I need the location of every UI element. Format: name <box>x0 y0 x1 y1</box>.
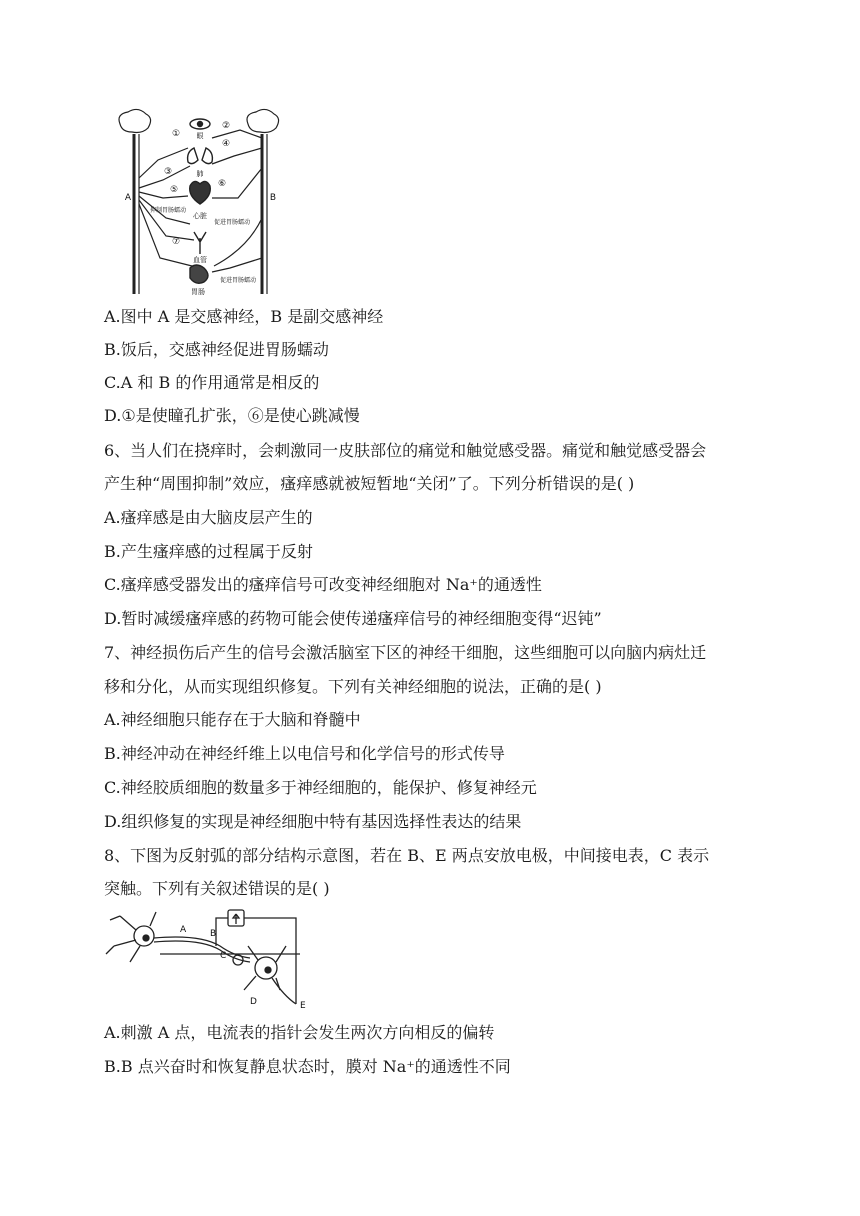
reflex-arc-diagram <box>100 906 330 1010</box>
point-e-label: E <box>300 1001 306 1010</box>
eye-label: 眼 <box>196 132 204 140</box>
marker-6: ⑥ <box>217 179 227 189</box>
q6-option-a: A.瘙痒感是由大脑皮层产生的 <box>104 508 313 527</box>
q7-option-c: C.神经胶质细胞的数量多于神经细胞的，能保护、修复神经元 <box>104 778 537 797</box>
heart-icon <box>190 181 211 204</box>
promote-gut-label-2: 促进胃肠蠕动 <box>219 277 257 284</box>
q8-option-b: B.B 点兴奋时和恢复静息状态时，膜对 Na⁺的通透性不同 <box>104 1057 511 1076</box>
point-b-label: B <box>210 929 217 939</box>
inhibit-gut-label: 抑制胃肠蠕动 <box>149 207 187 214</box>
marker-7: ⑦ <box>171 237 181 247</box>
q5-option-d: D.①是使瞳孔扩张，⑥是使心跳减慢 <box>104 406 360 425</box>
q6-option-d: D.暂时减缓瘙痒感的药物可能会使传递瘙痒信号的神经细胞变得“迟钝” <box>104 609 602 628</box>
q7-stem-line2: 移和分化，从而实现组织修复。下列有关神经细胞的说法，正确的是( ) <box>104 677 602 696</box>
q6-stem-line1: 6、当人们在挠痒时，会刺激同一皮肤部位的痛觉和触觉感受器。痛觉和触觉感受器会 <box>104 441 707 460</box>
right-brain-icon <box>247 109 279 132</box>
q7-option-d: D.组织修复的实现是神经细胞中特有基因选择性表达的结果 <box>104 812 522 831</box>
promote-gut-label-1: 促进胃肠蠕动 <box>213 219 251 226</box>
marker-3: ③ <box>163 167 173 177</box>
q5-option-c: C.A 和 B 的作用通常是相反的 <box>104 373 320 392</box>
left-brain-icon <box>119 109 151 132</box>
point-c-label: C <box>220 951 227 961</box>
q7-stem-line1: 7、神经损伤后产生的信号会激活脑室下区的神经干细胞，这些细胞可以向脑内病灶迁 <box>104 643 707 662</box>
stomach-label: 胃肠 <box>191 288 205 296</box>
marker-4: ④ <box>221 139 231 149</box>
q6-option-b: B.产生瘙痒感的过程属于反射 <box>104 542 313 561</box>
nerve-a-label: A <box>124 193 132 203</box>
point-a-label: A <box>180 925 187 935</box>
nerve-b-label: B <box>269 193 277 203</box>
lung-label: 肺 <box>196 170 204 178</box>
stomach-icon <box>190 265 208 283</box>
marker-1: ① <box>171 129 181 139</box>
marker-2: ② <box>221 121 231 131</box>
q8-option-a: A.刺激 A 点，电流表的指针会发生两次方向相反的偏转 <box>104 1023 495 1042</box>
blood-vessel-icon <box>194 232 206 254</box>
q5-option-b: B.饭后，交感神经促进胃肠蠕动 <box>104 340 329 359</box>
q6-option-c: C.瘙痒感受器发出的瘙痒信号可改变神经细胞对 Na⁺的通透性 <box>104 575 542 594</box>
q7-option-a: A.神经细胞只能存在于大脑和脊髓中 <box>104 710 361 729</box>
q7-option-b: B.神经冲动在神经纤维上以电信号和化学信号的形式传导 <box>104 744 505 763</box>
heart-label: 心脏 <box>193 212 207 220</box>
q8-stem-line1: 8、下图为反射弧的部分结构示意图，若在 B、E 两点安放电极，中间接电表，C 表示 <box>104 846 710 865</box>
marker-5: ⑤ <box>169 185 179 195</box>
point-d-label: D <box>250 997 257 1007</box>
vessel-label: 血管 <box>193 256 207 264</box>
q6-stem-line2: 产生种“周围抑制”效应，瘙痒感就被短暂地“关闭”了。下列分析错误的是( ) <box>104 474 635 493</box>
q8-stem-line2: 突触。下列有关叙述错误的是( ) <box>104 879 330 898</box>
lung-icon <box>188 148 213 164</box>
autonomic-nerve-diagram <box>108 108 286 298</box>
q5-option-a: A.图中 A 是交感神经，B 是副交感神经 <box>104 307 384 326</box>
